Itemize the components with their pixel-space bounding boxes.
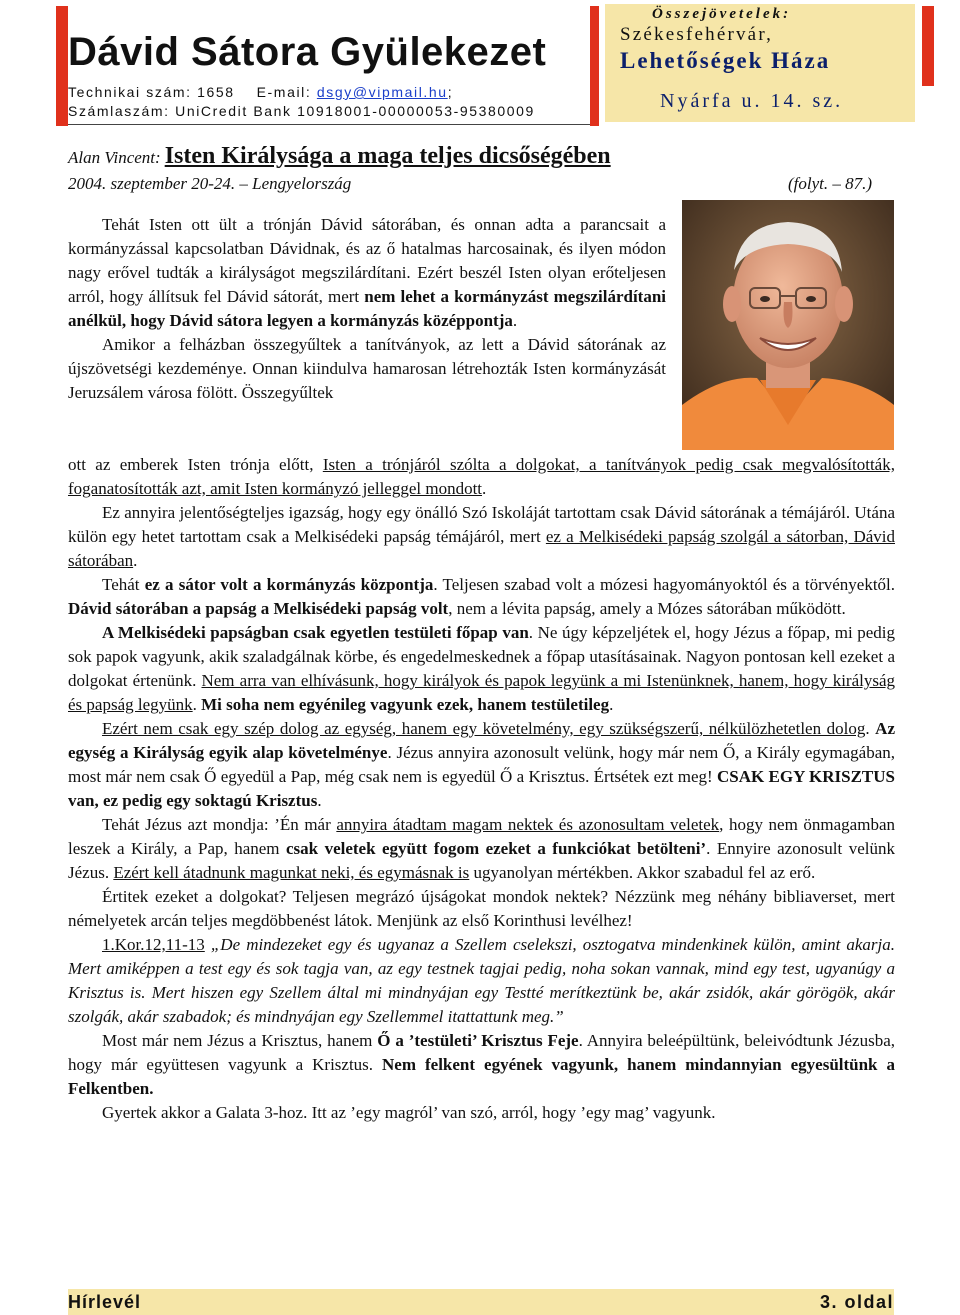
article-author: Alan Vincent: bbox=[68, 148, 161, 167]
technical-number-label: Technikai szám: 1658 bbox=[68, 84, 235, 100]
header-rule bbox=[68, 124, 590, 125]
paragraph-9-scripture: 1.Kor.12,11-13 „De mindezeket egy és ugyanaz a Szellem cselekszi, osztogatva mindenkinek külön, amint akarja. Mert amiképpen a test egy és sok tagja van, az egy testnek tagjai pedig, noha sokan vannak, mind egy test, ugyanúgy a Krisztus is. Mert hiszen egy Szellem által mi mindnyájan egy Testté merítkeztünk be, akár zsidók, akár görögök, akár szolgák, akár szabadok; és mindnyájan egy Szellemmel itattattunk meg.” bbox=[68, 935, 895, 1026]
page-title: Dávid Sátora Gyülekezet bbox=[68, 30, 547, 74]
article-title: Isten Királysága a maga teljes dicsőségében bbox=[164, 143, 611, 169]
bank-account: Számlaszám: UniCredit Bank 10918001-00000053-95380009 bbox=[68, 103, 535, 119]
paragraph-11: Gyertek akkor a Galata 3-hoz. Itt az ’egy magról’ van szó, arról, hogy ’egy mag’ vagyunk. bbox=[102, 1103, 716, 1122]
paragraph-2-start: Amikor a felházban összegyűltek a tanítványok, az lett a Dávid sátorának az újszövetségi kezdeménye. Onnan kiindulva hamarosan létrehozták Isten kormányzását Jeruzsálem városa fölött. Összegyűltek bbox=[68, 335, 666, 402]
header-right-accent-bar bbox=[922, 6, 934, 86]
footer-newsletter-label: Hírlevél bbox=[68, 1292, 142, 1312]
header-left-accent-bar bbox=[56, 6, 68, 126]
meetings-label: Összejövetelek: bbox=[652, 6, 792, 22]
article-body-narrow bbox=[68, 213, 666, 405]
scripture-reference: 1.Kor.12,11-13 bbox=[102, 935, 205, 954]
meetings-venue: Lehetőségek Háza bbox=[620, 48, 831, 73]
article-body bbox=[68, 453, 895, 1125]
article-date-place: 2004. szeptember 20-24. – Lengyelország bbox=[68, 174, 352, 193]
email-link[interactable]: dsgy@vipmail.hu bbox=[316, 84, 448, 100]
paragraph-5: A Melkisédeki papságban csak egyetlen testületi főpap van. Ne úgy képzeljétek el, hogy Jézus a főpap, mi pedig sok papok vagyunk, akik szaladgálnak körbe, és engedelmeskednek a főpap utasításainak. Nagyon pontosan kell ezeket a dolgokat értenünk. Nem arra van elhívásunk, hogy királyok és papok legyünk a mi Istenünknek, hanem, hogy királyság és papság legyünk. Mi soha nem egyénileg vagyunk ezek, hanem testületileg. bbox=[68, 623, 896, 714]
article-continued: (folyt. – 87.) bbox=[788, 174, 873, 193]
paragraph-1: Tehát Isten ott ült a trónján Dávid sátorában, és onnan adta a parancsait a kormányzással kapcsolatban Dávidnak, és az ő hatalmas harcosainak, és ilyen módon nagy erővel tudták a királyságot megszilárdítani. Ezért beszél Isten olyan erőteljesen arról, hogy állítsuk fel Dávid sátorát, mert nem lehet a kormányzást megszilárdítani anélkül, hogy Dávid sátora legyen a kormányzás középpontja. bbox=[68, 215, 667, 330]
email-separator: ; bbox=[447, 84, 454, 100]
paragraph-2-end: ott az emberek Isten trónja előtt, Isten a trónjáról szólta a dolgokat, a tanítványok pedig csak megvalósították, foganatosították azt, amit Isten kormányzó jelleggel mondott. bbox=[68, 455, 895, 498]
meetings-city: Székesfehérvár, bbox=[620, 24, 774, 45]
author-portrait bbox=[682, 200, 894, 450]
paragraph-6: Ezért nem csak egy szép dolog az egység, hanem egy követelmény, egy szükségszerű, nélkülözhetetlen dolog. Az egység a Királyság egyik alap követelménye. Jézus annyira azonosult velünk, hogy már nem Ő, a Király egymagában, most már nem csak Ő egyedül a Pap, még csak nem is egyedül Ő a Krisztus. Értsétek ezt meg! CSAK EGY KRISZTUS van, ez pedig egy soktagú Krisztus. bbox=[68, 719, 895, 810]
meetings-address: Nyárfa u. 14. sz. bbox=[660, 90, 844, 112]
footer-page-number: 3. oldal bbox=[819, 1292, 894, 1312]
technical-number bbox=[68, 84, 453, 100]
paragraph-7: Tehát Jézus azt mondja: ’Én már annyira átadtam magam nektek és azonosultam veletek, hogy nem önmagamban leszek a Király, a Pap, hanem csak veletek együtt fogom ezeket a funkciókat betölteni’. Ennyire azonosult velünk Jézus. Ezért kell átadnunk magunkat neki, és egymásnak is ugyanolyan mértékben. Akkor szabadul fel az erő. bbox=[68, 815, 895, 882]
paragraph-4: Tehát ez a sátor volt a kormányzás központja. Teljesen szabad volt a mózesi hagyományoktól és a törvényektől. Dávid sátorában a papság a Melkisédeki papság volt, nem a lévita papság, amely a Mózes sátorában működött. bbox=[68, 575, 896, 618]
header-middle-accent-bar bbox=[590, 6, 599, 126]
paragraph-3: Ez annyira jelentőségteljes igazság, hogy egy önálló Szó Iskoláját tartottam csak Dávid sátorának a témájáról. Utána külön egy hetet tartottam csak a Melkisédeki papság témájáról, mert ez a Melkisédeki papság szolgál a sátorban, Dávid sátorában. bbox=[68, 503, 895, 570]
email-label: E-mail: bbox=[256, 84, 312, 100]
article-heading bbox=[68, 143, 611, 170]
paragraph-10: Most már nem Jézus a Krisztus, hanem Ő a ’testületi’ Krisztus Feje. Annyira beleépültünk, beleivódtunk Jézusba, hogy már együttesen vagyunk a Krisztus. Nem felkent egyének vagyunk, hanem mindannyian egyesültünk a Felkentben. bbox=[68, 1031, 895, 1098]
footer-bar bbox=[68, 1289, 894, 1315]
paragraph-8: Értitek ezeket a dolgokat? Teljesen megrázó újságokat mondok nektek? Nézzünk meg néhány bibliaverset, mert némelyetek arcán teljes megdöbbenést látok. Menjünk az első Korinthusi levélhez! bbox=[68, 887, 895, 930]
